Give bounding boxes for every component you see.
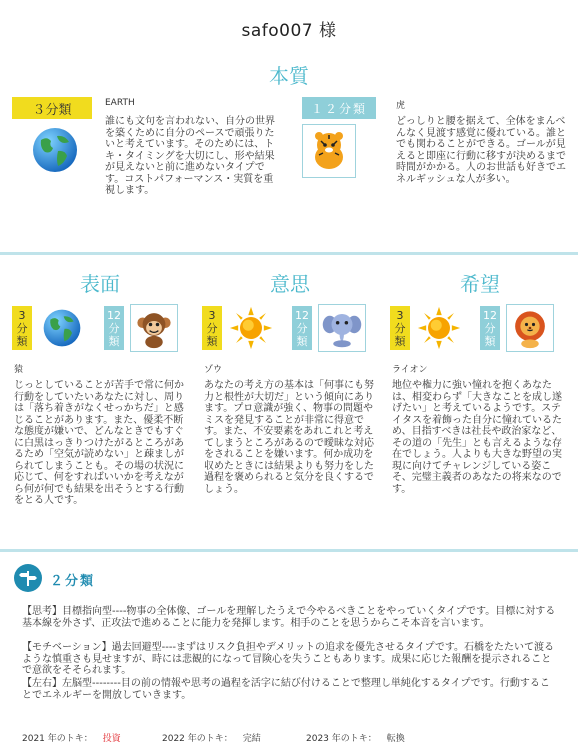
- earth-globe-icon: [40, 306, 84, 350]
- badge-char: 分: [206, 321, 218, 335]
- twelve-type-badge: [480, 306, 500, 350]
- earth-globe-icon: [30, 125, 80, 175]
- badge-digit: 12: [295, 308, 309, 322]
- divider: [0, 252, 578, 255]
- page-title: safo007 様: [241, 21, 337, 41]
- honshitsu-left-label: EARTH: [105, 98, 135, 108]
- badge-char: 類: [394, 334, 406, 348]
- honshitsu-right-text: どっしりと腰を据えて、全体をまんべんなく見渡す感覚に優れている。誰とでも関わることができる。ゴールが見えると即座に行動に移すが決めるまで時間がかかる。人のお世話も好きでエネルギッシュな人が多い。: [396, 116, 566, 185]
- badge-char: 類: [108, 334, 120, 348]
- toki-value: 転換: [386, 734, 405, 744]
- three-type-badge: ３分類: [12, 97, 92, 119]
- three-type-badge: [12, 306, 32, 350]
- two-type-title: ２分類: [50, 574, 96, 589]
- badge-char: 分: [484, 321, 496, 335]
- column-label: 猿: [14, 365, 24, 375]
- toki-value: 投資: [102, 734, 121, 744]
- column-label: ゾウ: [204, 365, 223, 375]
- elephant-icon: [318, 304, 366, 352]
- signpost-icon: [14, 564, 42, 592]
- monkey-icon: [130, 304, 178, 352]
- column-label: ライオン: [392, 365, 428, 375]
- badge-digit: 3: [396, 308, 404, 322]
- two-type-brain: 【左右】左脳型--------目の前の情報や思考の過程を活字に結び付けることで整理し単純化するタイプです。行動することでエネルギーを開放していきます。: [22, 678, 550, 701]
- twelve-type-badge: １２分類: [302, 97, 376, 119]
- section-title-honshitsu: 本質: [269, 64, 309, 88]
- toki-label: 2021 年のトキ：: [22, 734, 93, 744]
- badge-char: 類: [296, 334, 308, 348]
- toki-2023: [306, 731, 405, 744]
- two-type-motivation: 【モチベーション】過去回避型----まずはリスク負担やデメリットの追求を優先させるタイプです。石橋をたたいて渡るような慎重さも見せますが、時には悲観的になって冒険心を失うこともあります。成果に応じた報酬を提示されることで意欲をそそられます。: [22, 642, 555, 676]
- twelve-type-badge: [292, 306, 312, 350]
- badge-digit: 3: [18, 308, 26, 322]
- column-title-hyomen: 表面: [80, 272, 120, 296]
- column-text: じっとしていることが苦手で常に何か行動をしていたいあなたに対し、周りは「落ち着きがなくせっかちだ」と感じることがあります。また、優柔不断な態度が嫌いで、どんなときでもすぐに白黒はっきりつけたがるところがあるため「空気が読めない」と疎ましがられてしまうことも。その場の状況に応じて、何をすればいいかを考えながら何が何でも結果を出そうとする行動をとる人です。: [14, 380, 184, 506]
- toki-value: 完結: [242, 734, 261, 744]
- sun-icon: [228, 305, 274, 351]
- badge-digit: 12: [107, 308, 121, 322]
- sun-icon: [416, 305, 462, 351]
- lion-icon: [506, 304, 554, 352]
- badge-char: 分: [296, 321, 308, 335]
- three-type-badge: [390, 306, 410, 350]
- column-text: 地位や権力に強い憧れを抱くあなたは、相変わらず「大きなことを成し遂げたい」と考えているようです。ステイタスを着飾った自分に憧れているため、目指すべきは社長や政治家など、その道の「先生」とも言えるような存在でしょう。人よりも大きな野望の実現に向けてチャレンジしている姿こそ、完璧主義者のあなたの将来なのです。: [392, 380, 562, 495]
- toki-2022: [162, 731, 261, 744]
- badge-char: 類: [484, 334, 496, 348]
- two-type-thinking: 【思考】目標指向型----物事の全体像、ゴールを理解したうえで今やるべきことをやっていくタイプです。目標に対する基本線を外さず、正攻法で進めることに能力を発揮します。相手のことを思うからこそ本音を言います。: [22, 606, 556, 629]
- three-type-badge: [202, 306, 222, 350]
- honshitsu-left-text: 誰にも文句を言われない、自分の世界を築くために自分のペースで頑張りたいと考えています。そのためには、トキ・タイミングを大切にし、形や結果が見えないと前に進めないタイプです。コストパフォーマンス・実質を重視します。: [105, 116, 275, 196]
- honshitsu-right-label: 虎: [396, 101, 406, 111]
- divider: [0, 549, 578, 552]
- twelve-type-badge: [104, 306, 124, 350]
- column-title-kibou: 希望: [460, 272, 500, 296]
- badge-char: 類: [206, 334, 218, 348]
- badge-digit: 12: [483, 308, 497, 322]
- badge-char: 分: [108, 321, 120, 335]
- toki-label: 2023 年のトキ：: [306, 734, 377, 744]
- column-text: あなたの考え方の基本は「何事にも努力と根性が大切だ」という傾向にあります。プロ意識が強く、物事の問題やミスを発見することが非常に得意です。また、不安要素をあれこれと考えてしまうところがあるので曖昧な対応をされることを嫌います。何か成功を収めたときには結果よりも努力をした過程を褒められると気分を良くするでしょう。: [204, 380, 374, 495]
- badge-char: 類: [16, 334, 28, 348]
- toki-label: 2022 年のトキ：: [162, 734, 233, 744]
- badge-char: 分: [16, 321, 28, 335]
- tiger-icon: [302, 124, 356, 178]
- column-title-ishi: 意思: [270, 272, 310, 296]
- toki-2021: [22, 731, 121, 744]
- badge-digit: 3: [208, 308, 216, 322]
- badge-char: 分: [394, 321, 406, 335]
